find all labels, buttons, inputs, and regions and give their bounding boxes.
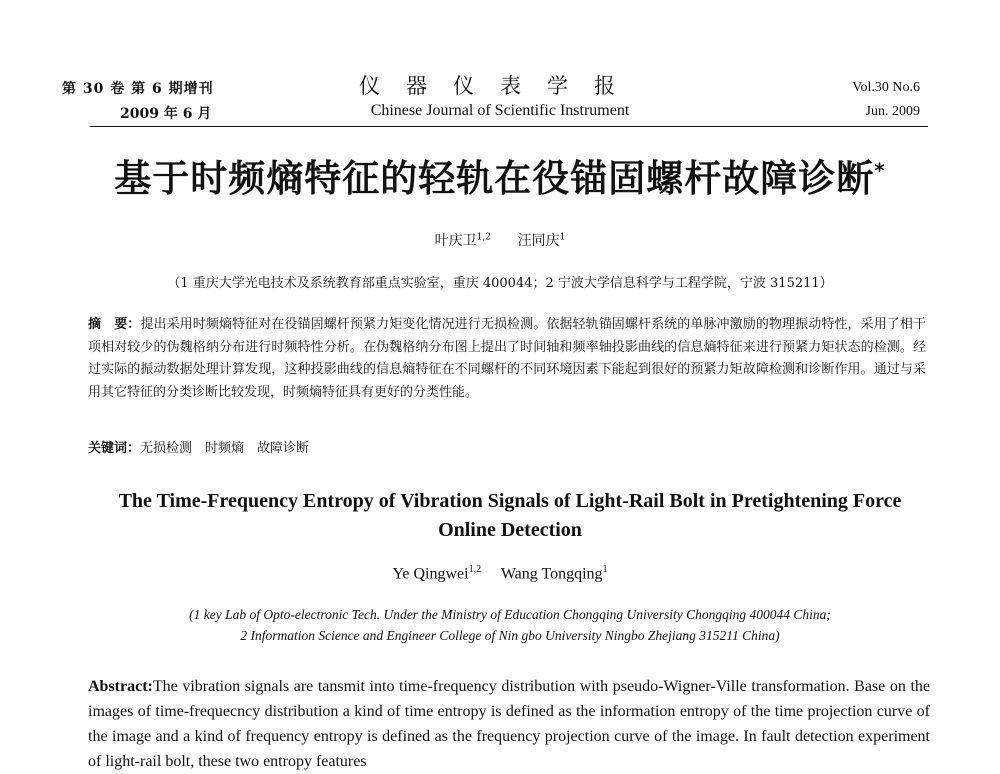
keywords-cn-label: 关键词：: [88, 441, 141, 456]
volume-issue-cn: 第 30 卷 第 6 期增刊: [62, 81, 214, 97]
author-en-1-sup: 1,2: [468, 564, 482, 575]
authors-en: [0, 564, 1000, 583]
affiliation-en-line-1: (1 key Lab of Opto-electronic Tech. Under the Ministry of Education Chongqing University Chongqing 400044 China;: [189, 607, 831, 622]
title-cn-text: 基于时频熵特征的轻轨在役锚固螺杆故障诊断: [114, 157, 875, 200]
author-en-2-sup: 1: [602, 564, 608, 575]
paper-title-en: The Time-Frequency Entropy of Vibration Signals of Light-Rail Bolt in Pretightening Force Online Detection: [118, 490, 902, 541]
author-cn-2: 汪同庆: [517, 233, 560, 249]
affiliation-cn: （1 重庆大学光电技术及系统教育部重点实验室，重庆 400044；2 宁波大学信息科学与工程学院，宁波 315211）: [167, 276, 833, 291]
author-cn-1: 叶庆卫: [434, 233, 477, 249]
keywords-cn: [88, 437, 309, 456]
volume-issue-en: Vol.30 No.6: [852, 80, 920, 95]
abstract-en-label: Abstract:: [88, 678, 153, 695]
keywords-cn-text: 无损检测 时频熵 故障诊断: [140, 441, 310, 456]
journal-title-cn: 仪器仪表学报: [359, 74, 641, 98]
abstract-en: [88, 674, 930, 774]
affiliation-en-line-2: 2 Information Science and Engineer College of Nin gbo University Ningbo Zhejiang 315211 China): [240, 628, 780, 643]
paper-title-cn: [0, 148, 1000, 202]
header-rule: [90, 126, 928, 127]
author-cn-1-sup: 1,2: [476, 232, 491, 243]
author-en-1: Ye Qingwei: [392, 565, 469, 583]
abstract-cn-text: 提出采用时频熵特征对在役锚固螺杆预紧力矩变化情况进行无损检测。依据轻轨锚固螺杆系统的单脉冲激励的物理振动特性，采用了相干项相对较少的伪魏格纳分布进行时频特性分析。在伪魏格纳分布图上提出了时间轴和频率轴投影曲线的信息熵特征来进行预紧力矩状态的检测。经过实际的振动数据处理计算发现，这种投影曲线的信息熵特征在不同螺杆的不同环境因素下能起到很好的预紧力矩故障检测和诊断作用。通过与采用其它特征的分类诊断比较发现，时频熵特征具有更好的分类性能。: [88, 317, 926, 400]
abstract-en-text: The vibration signals are tansmit into time-frequency distribution with pseudo-Wigner-Ville transformation. Base on the images of time-frequecncy distribution a kind of time entropy is defined as the information entropy of the time projection curve of the image and a kind of frequency entropy is defined as the frequency projection curve of the image. In fault detection experiment of light-rail bolt, these two entropy features: [88, 678, 930, 770]
authors-cn: [0, 230, 1000, 250]
title-cn-footnote-mark: *: [874, 158, 886, 183]
date-cn: 2009 年 6 月: [120, 106, 212, 122]
author-en-2: Wang Tongqing: [500, 565, 603, 583]
abstract-cn-label: 摘 要：: [88, 317, 141, 332]
journal-title-en: Chinese Journal of Scientific Instrument: [370, 102, 630, 119]
date-en: Jun. 2009: [865, 104, 920, 119]
abstract-cn: [88, 314, 926, 404]
affiliation-en: [90, 604, 930, 646]
author-cn-2-sup: 1: [559, 232, 566, 243]
